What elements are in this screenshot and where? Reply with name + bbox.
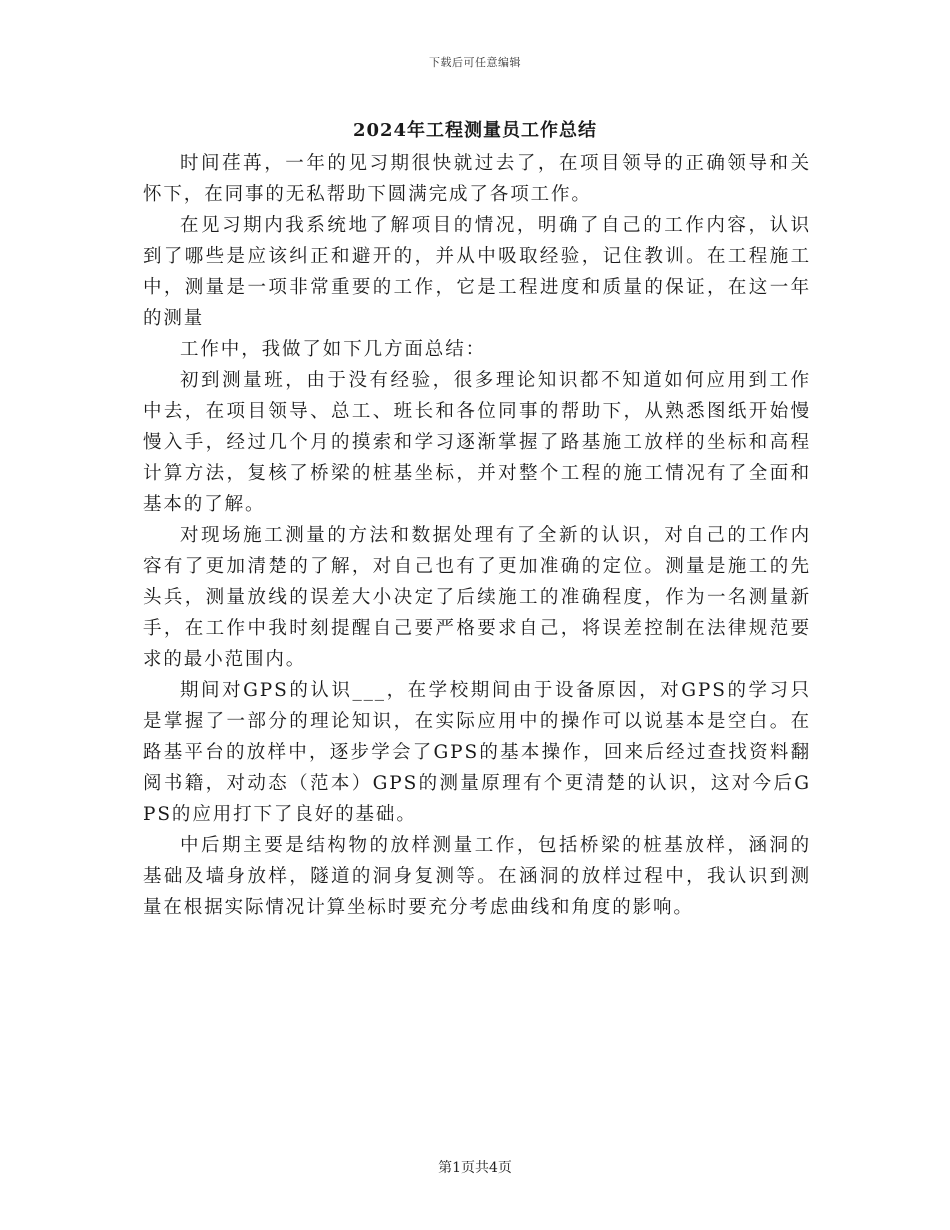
paragraph: 中后期主要是结构物的放样测量工作，包括桥梁的桩基放样，涵洞的基础及墙身放样，隧道的洞身复测等。在涵洞的放样过程中，我认识到测量在根据实际情况计算坐标时要充分考虑曲线和角度的影响。 (143, 835, 811, 918)
document-body (143, 148, 811, 923)
paragraph: 在见习期内我系统地了解项目的情况，明确了自己的工作内容，认识到了哪些是应该纠正和避开的，并从中吸取经验，记住教训。在工程施工中，测量是一项非常重要的工作，它是工程进度和质量的保证，在这一年的测量 (143, 215, 811, 329)
page-title: 2024年工程测量员工作总结 (352, 120, 598, 141)
paragraph: 期间对GPS的认识___，在学校期间由于设备原因，对GPS的学习只是掌握了一部分的理论知识，在实际应用中的操作可以说基本是空白。在路基平台的放样中，逐步学会了GPS的基本操作，回来后经过查找资料翻阅书籍，对动态（范本）GPS的测量原理有个更清楚的认识，这对今后GPS的应用打下了良好的基础。 (143, 680, 811, 825)
page-number: 第1页共4页 (438, 1160, 512, 1176)
paragraph: 对现场施工测量的方法和数据处理有了全新的认识，对自己的工作内容有了更加清楚的了解，对自己也有了更加准确的定位。测量是施工的先头兵，测量放线的误差大小决定了后续施工的准确程度，作为一名测量新手，在工作中我时刻提醒自己要严格要求自己，将误差控制在法律规范要求的最小范围内。 (143, 525, 811, 670)
paragraph: 时间荏苒，一年的见习期很快就过去了，在项目领导的正确领导和关怀下，在同事的无私帮助下圆满完成了各项工作。 (143, 153, 811, 205)
paragraph: 工作中，我做了如下几方面总结： (180, 339, 487, 360)
paragraph: 初到测量班，由于没有经验，很多理论知识都不知道如何应用到工作中去，在项目领导、总工、班长和各位同事的帮助下，从熟悉图纸开始慢慢入手，经过几个月的摸索和学习逐渐掌握了路基施工放样的坐标和高程计算方法，复核了桥梁的桩基坐标，并对整个工程的施工情况有了全面和基本的了解。 (143, 370, 811, 515)
page-header-note: 下载后可任意编辑 (429, 56, 521, 69)
